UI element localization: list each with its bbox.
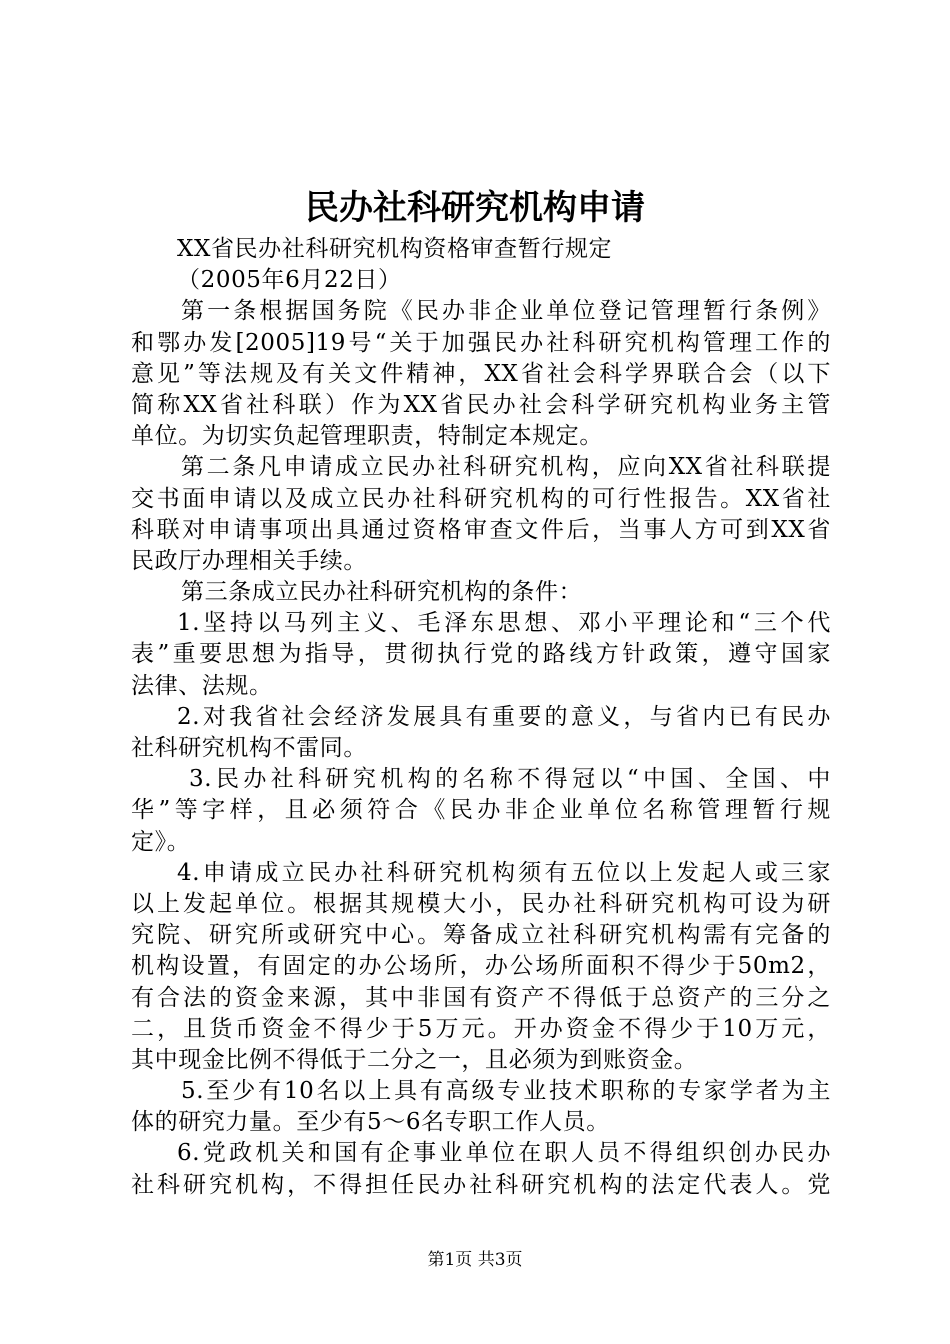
text-line: 4.申请成立民办社科研究机构须有五位以上发起人或三家 <box>177 859 831 886</box>
text-line: 体的研究力量。至少有5～6名专职工作人员。 <box>131 1109 610 1136</box>
text-line: 社科研究机构不雷同。 <box>131 735 367 761</box>
text-line: 和鄂办发[2005]19号“关于加强民办社科研究机构管理工作的 <box>131 329 831 356</box>
text-line: 科联对申请事项出具通过资格审查文件后，当事人方可到XX省 <box>131 516 831 543</box>
text-line: 1.坚持以马列主义、毛泽东思想、邓小平理论和“三个代 <box>177 610 831 637</box>
text-line: 华”等字样，且必须符合《民办非企业单位名称管理暂行规 <box>131 797 831 824</box>
document-title: 民办社科研究机构申请 <box>305 188 645 228</box>
text-line: 定》。 <box>131 828 191 855</box>
text-line: 其中现金比例不得低于二分之一，且必须为到账资金。 <box>131 1046 698 1073</box>
text-line: 二，且货币资金不得少于5万元。开办资金不得少于10万元， <box>131 1015 831 1042</box>
text-line: 第一条根据国务院《民办非企业单位登记管理暂行条例》 <box>181 298 831 325</box>
text-line: 6.党政机关和国有企事业单位在职人员不得组织创办民办 <box>177 1140 831 1167</box>
regulation-date: （2005年6月22日） <box>177 267 402 294</box>
text-line: 简称XX省社科联）作为XX省民办社会科学研究机构业务主管 <box>131 391 831 418</box>
text-line: 社科研究机构，不得担任民办社科研究机构的法定代表人。党 <box>131 1171 831 1198</box>
text-line: 民政厅办理相关手续。 <box>131 547 367 574</box>
text-line: 机构设置，有固定的办公场所，办公场所面积不得少于50m2， <box>131 953 831 980</box>
text-line: 3.民办社科研究机构的名称不得冠以“中国、全国、中 <box>189 766 831 793</box>
text-line: 交书面申请以及成立民办社科研究机构的可行性报告。XX省社 <box>131 485 831 512</box>
text-line: 单位。为切实负起管理职责，特制定本规定。 <box>131 423 603 450</box>
text-line: 第三条成立民办社科研究机构的条件： <box>181 579 583 606</box>
text-line: 以上发起单位。根据其规模大小，民办社科研究机构可设为研 <box>131 890 831 917</box>
text-line: 表”重要思想为指导，贯彻执行党的路线方针政策，遵守国家 <box>131 641 831 668</box>
text-line: 5.至少有10名以上具有高级专业技术职称的专家学者为主 <box>181 1078 831 1105</box>
regulation-heading: XX省民办社科研究机构资格审查暂行规定 <box>177 236 613 262</box>
text-line: 意见”等法规及有关文件精神，XX省社会科学界联合会（以下 <box>131 360 831 387</box>
text-line: 有合法的资金来源，其中非国有资产不得低于总资产的三分之 <box>131 984 831 1011</box>
text-line: 2.对我省社会经济发展具有重要的意义，与省内已有民办 <box>177 703 831 730</box>
text-line: 法律、法规。 <box>131 672 273 699</box>
text-line: 究院、研究所或研究中心。筹备成立社科研究机构需有完备的 <box>131 922 831 949</box>
document-body <box>131 234 831 1201</box>
text-line: 第二条凡申请成立民办社科研究机构，应向XX省社科联提 <box>181 454 831 481</box>
page-footer: 第1页 共3页 <box>427 1250 523 1270</box>
